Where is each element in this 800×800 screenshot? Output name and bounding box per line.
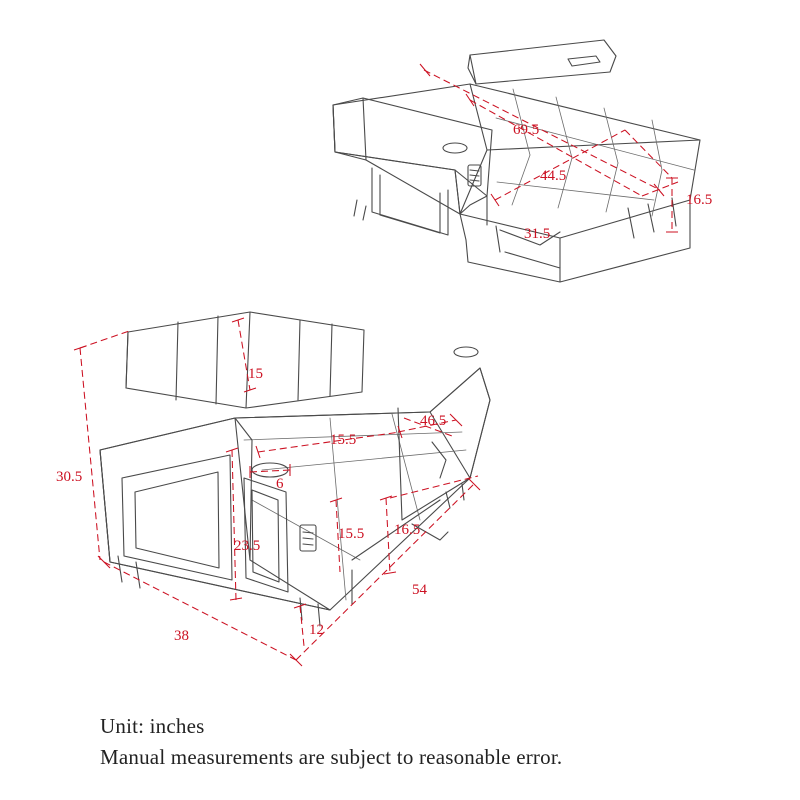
view-folded-loveseat bbox=[56, 312, 490, 666]
dim-label-extended-length: 69.5 bbox=[513, 122, 540, 138]
dim-label-seat-cushion-depth: 15.5 bbox=[338, 526, 365, 542]
dim-label-overall-height: 30.5 bbox=[56, 469, 83, 485]
dim-label-arm-height: 23.5 bbox=[234, 538, 261, 554]
unit-note: Unit: inches bbox=[100, 714, 205, 738]
measurement-disclaimer: Manual measurements are subject to reasonable error. bbox=[100, 745, 563, 769]
dim-label-seat-height: 16.5 bbox=[394, 522, 421, 538]
dim-label-armrest-width: 6 bbox=[276, 476, 284, 492]
folded-backrest bbox=[126, 312, 364, 408]
dim-label-extended-width: 44.5 bbox=[540, 168, 567, 184]
dim-label-seat-depth: 15.5 bbox=[330, 432, 357, 448]
dim-label-extended-mattress-depth: 31.5 bbox=[524, 226, 551, 242]
dim-label-overall-depth: 46.5 bbox=[420, 413, 447, 429]
extended-bed-surface bbox=[333, 84, 700, 238]
dim-label-side-depth: 38 bbox=[174, 628, 189, 644]
extended-frame-legs bbox=[354, 196, 690, 282]
dim-label-extended-seat-height: 16.5 bbox=[686, 192, 713, 208]
dim-label-backrest-height: 15 bbox=[248, 366, 263, 382]
dim-label-leg-height: 12 bbox=[309, 622, 324, 638]
extended-left-arm bbox=[333, 98, 492, 235]
dim-label-overall-width: 54 bbox=[412, 582, 427, 598]
folded-body bbox=[100, 368, 490, 610]
folded-side-panel bbox=[122, 455, 288, 592]
extended-mattress-seams bbox=[496, 89, 694, 216]
extended-back-bar bbox=[468, 40, 616, 84]
view-extended-sofa-bed bbox=[333, 40, 712, 282]
